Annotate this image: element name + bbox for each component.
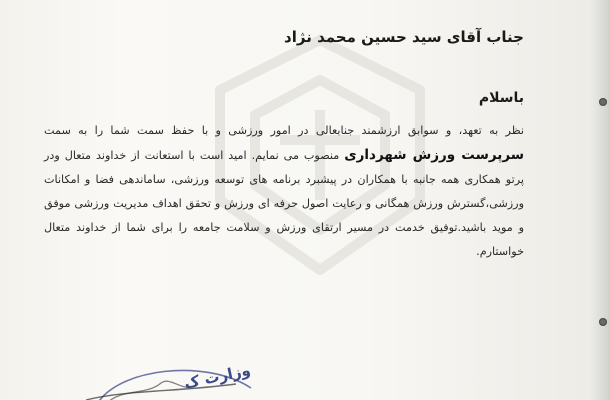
punch-hole-bottom xyxy=(599,318,607,326)
greeting: باسلام xyxy=(478,90,524,106)
official-seal xyxy=(86,348,256,400)
punch-hole-top xyxy=(599,98,607,106)
page-edge-shadow xyxy=(590,0,610,400)
body-text-part1: نظر به تعهد، و سوابق ارزشمند جنابعالی در امور ورزشی و با حفظ سمت شما را به سمت xyxy=(44,124,524,137)
recipient-salutation: جناب آقای سید حسین محمد نژاد xyxy=(284,28,524,46)
seal-text: وزارت ک xyxy=(182,360,253,393)
body-text-part2: منصوب می نمایم. امید است با استعانت از خداوند متعال ودر پرتو همکاری همه جانبه با همکاران در پیشبرد برنامه های توسعه ورزشی، ساماندهی فضا و امکانات ورزشی،گسترش ورزش همگانی و رعایت اصول حرفه ای ورزش و تحقق اهداف مدیریت ورزشی موفق و موید باشید.توفیق خدمت در مسیر ارتقای ورزش و سلامت جامعه را برای شما از خداوند متعال خواستارم. xyxy=(44,149,524,258)
appointment-title: سرپرست ورزش شهرداری xyxy=(344,147,524,163)
letter-body xyxy=(44,119,524,264)
